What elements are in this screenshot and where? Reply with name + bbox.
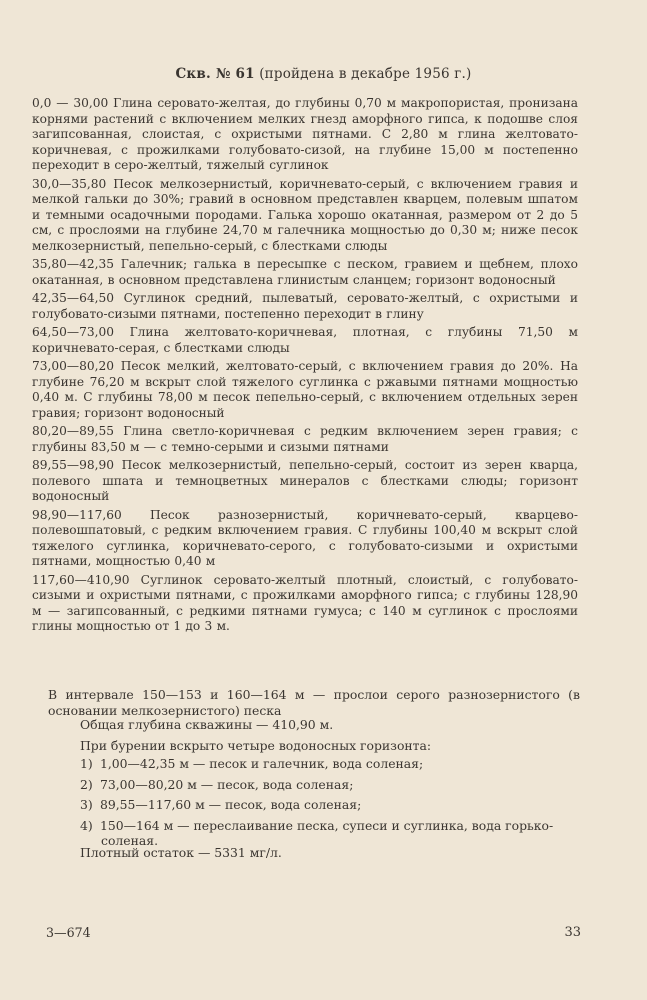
well-heading (0, 66, 647, 82)
layer-description: Суглинок серовато-желтый плотный, слоистый, с голубовато-сизыми и охристыми пятнами, с прожилками аморфного гипса; с глубины 128,90 м — загипсованный, с редкими пятнами гумуса; с 140 м суглинок с прослоями глины мощностью от 1 до 3 м. (32, 572, 578, 633)
aquifer-text: 73,00—80,20 м — песок, вода соленая; (99, 776, 354, 792)
layer-depth: 117,60—410,90 (32, 572, 130, 587)
page-number: 33 (564, 925, 581, 940)
layer-description: Песок разнозернистый, коричневато-серый, кварцево-полевошпатовый, с редким включением гравия. С глубины 100,40 м вскрыт слой тяжелого суглинка, коричневато-серого, с голубовато-сизыми и охристыми пятнами, мощностью 0,40 м (32, 507, 578, 568)
layer-entry (32, 325, 578, 356)
layer-depth: 80,20—89,55 (32, 424, 114, 438)
aquifer-item (80, 756, 580, 772)
aquifer-number: 4) (80, 817, 93, 833)
layer-depth: 89,55—98,90 (32, 458, 114, 472)
layer-description: Глина светло-коричневая с редким включением зерен гравия; с глубины 83,50 м — с темно-серыми и сизыми пятнами (32, 424, 578, 454)
layer-entry (32, 257, 578, 288)
aquifer-item (80, 818, 580, 849)
layer-description: Галечник; галька в пересыпке с песком, гравием и щебнем, плохо окатанная, в основном представлена глинистым сланцем; горизонт водоносный (32, 257, 578, 287)
layer-description: Глина серовато-желтая, до глубины 0,70 м макропористая, пронизана корнями растений с включением мелких гнезд аморфного гипса, к подошве слоя загипсованная, слоистая, с охристыми пятнами. С 2,80 м глина желтовато-коричневая, с прожилками голубовато-сизой, на глубине 15,00 м постепенно переходит в серо-желтый, тяжелый суглинок (32, 96, 578, 172)
interval-note: В интервале 150—153 и 160—164 м — прослои серого разнозернистого (в основании мелкозернистого) песка (48, 687, 580, 718)
aquifer-item (80, 797, 580, 813)
layer-depth: 64,50—73,00 (32, 325, 114, 339)
aquifer-text: 1,00—42,35 м — песок и галечник, вода соленая; (99, 756, 424, 771)
well-note: (пройдена в декабре 1956 г.) (259, 66, 472, 82)
layer-entry (32, 458, 578, 505)
layer-entry (32, 291, 578, 322)
layer-description: Песок мелкозернистый, пепельно-серый, состоит из зерен кварца, полевого шпата и темноцветных минералов с блестками слюды; горизонт водоносный (32, 458, 578, 503)
layer-description: Глина желтовато-коричневая, плотная, с глубины 71,50 м коричневато-серая, с блестками слюды (32, 325, 578, 355)
layer-entry (32, 359, 578, 421)
total-depth: Общая глубина скважины — 410,90 м. (80, 717, 334, 732)
aquifer-text: 89,55—117,60 м — песок, вода соленая; (99, 797, 362, 812)
aquifer-number: 1) (80, 756, 93, 771)
layer-depth: 42,35—64,50 (32, 291, 114, 305)
aquifer-text: 150—164 м — переслаивание песка, супеси и суглинка, вода горько- (99, 817, 554, 833)
layer-entry (32, 573, 578, 635)
aquifer-list (80, 756, 580, 854)
well-label: Скв. № 61 (175, 66, 255, 82)
layer-entry (32, 96, 578, 174)
layer-depth: 0,0 — 30,00 (32, 96, 109, 110)
aquifer-number: 3) (80, 797, 93, 812)
aquifers-intro: При бурении вскрыто четыре водоносных горизонта: (80, 738, 432, 753)
layer-entry (32, 177, 578, 255)
layer-list (32, 96, 578, 638)
footer-code: 3—674 (46, 925, 91, 940)
layer-description: Песок мелкий, желтовато-серый, с включением гравия до 20%. На глубине 76,20 м вскрыт слой тяжелого суглинка с ржавыми пятнами мощностью 0,40 м. С глубины 78,00 м песок пепельно-серый, с включением отдельных зерен гравия; горизонт водоносный (32, 359, 578, 420)
dry-residue: Плотный остаток — 5331 мг/л. (80, 845, 282, 860)
layer-entry (32, 424, 578, 455)
layer-depth: 35,80—42,35 (32, 257, 114, 271)
layer-depth: 30,0—35,80 (32, 176, 107, 191)
aquifer-item (80, 777, 580, 793)
aquifer-number: 2) (80, 776, 93, 792)
layer-depth: 98,90—117,60 (32, 507, 122, 522)
layer-depth: 73,00—80,20 (32, 359, 114, 373)
layer-entry (32, 508, 578, 570)
layer-description: Суглинок средний, пылеватый, серовато-желтый, с охристыми и голубовато-сизыми пятнами, постепенно переходит в глину (32, 291, 578, 321)
aquifer-text-continued: соленая. (101, 833, 159, 848)
layer-description: Песок мелкозернистый, коричневато-серый, с включением гравия и мелкой гальки до 30%; гравий в основном представлен кварцем, полевым шпатом и темными осадочными породами. Галька хорошо окатанная, размером от 2 до 5 см, с прослоями на глубине 24,70 м галечника мощностью до 0,30 м; ниже песок мелкозернистый, пепельно-серый, с блестками слюды (32, 176, 579, 253)
